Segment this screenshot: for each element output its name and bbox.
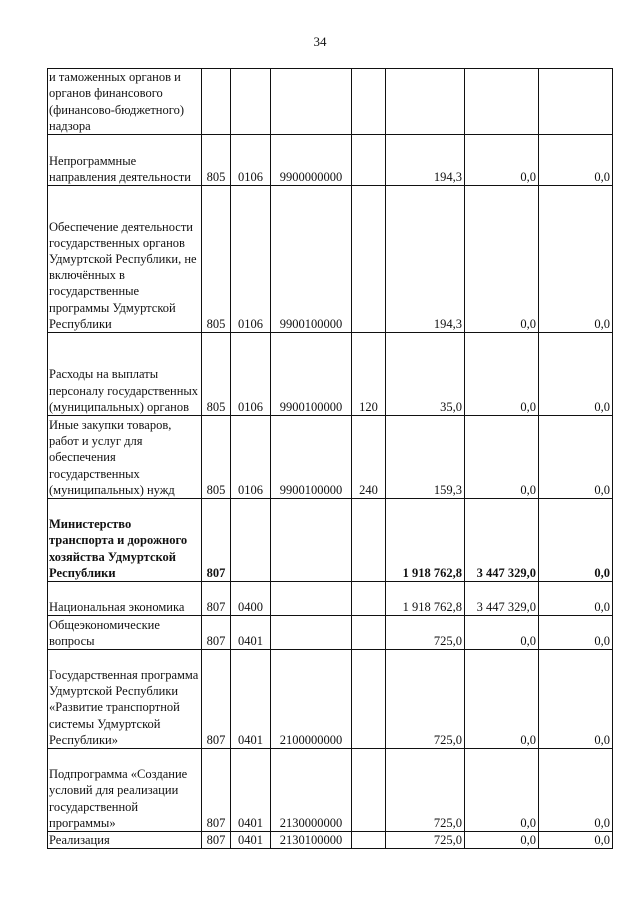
- amount-year3-cell: 0,0: [539, 416, 613, 499]
- section-code-cell: 0106: [231, 333, 271, 416]
- expense-type-cell: [352, 582, 386, 616]
- table-row: [48, 135, 613, 186]
- item-name-cell: и таможенных органов и органов финансового (финансово-бюджетного) надзора: [48, 69, 202, 135]
- amount-year3-cell: 0,0: [539, 499, 613, 582]
- table-row: [48, 333, 613, 416]
- amount-year2-cell: 3 447 329,0: [465, 499, 539, 582]
- ministry-code-cell: 807: [202, 650, 231, 749]
- expense-type-cell: [352, 832, 386, 849]
- section-code-cell: 0401: [231, 749, 271, 832]
- target-article-cell: 2100000000: [271, 650, 352, 749]
- amount-year3-cell: 0,0: [539, 186, 613, 333]
- amount-year2-cell: 0,0: [465, 135, 539, 186]
- target-article-cell: [271, 69, 352, 135]
- ministry-code-cell: 807: [202, 749, 231, 832]
- amount-year3-cell: [539, 69, 613, 135]
- amount-year1-cell: 1 918 762,8: [386, 499, 465, 582]
- amount-year2-cell: 0,0: [465, 749, 539, 832]
- ministry-code-cell: 805: [202, 186, 231, 333]
- amount-year1-cell: 725,0: [386, 749, 465, 832]
- amount-year2-cell: 0,0: [465, 616, 539, 650]
- target-article-cell: [271, 582, 352, 616]
- expense-type-cell: 120: [352, 333, 386, 416]
- amount-year2-cell: 0,0: [465, 650, 539, 749]
- ministry-code-cell: 805: [202, 135, 231, 186]
- item-name-cell: Обеспечение деятельности государственных органов Удмуртской Республики, не включённых в государственные программы Удмуртской Республики: [48, 186, 202, 333]
- amount-year3-cell: 0,0: [539, 333, 613, 416]
- amount-year3-cell: 0,0: [539, 650, 613, 749]
- amount-year2-cell: [465, 69, 539, 135]
- target-article-cell: 2130100000: [271, 832, 352, 849]
- amount-year1-cell: 725,0: [386, 650, 465, 749]
- item-name-cell: Министерство транспорта и дорожного хозяйства Удмуртской Республики: [48, 499, 202, 582]
- expense-type-cell: [352, 749, 386, 832]
- section-code-cell: 0400: [231, 582, 271, 616]
- item-name-cell: Непрограммные направления деятельности: [48, 135, 202, 186]
- table-row: [48, 69, 613, 135]
- table-row: [48, 582, 613, 616]
- item-name-cell: Расходы на выплаты персоналу государственных (муниципальных) органов: [48, 333, 202, 416]
- item-name-cell: Общеэкономические вопросы: [48, 616, 202, 650]
- table-row: [48, 832, 613, 849]
- section-code-cell: 0401: [231, 616, 271, 650]
- expense-type-cell: [352, 650, 386, 749]
- amount-year1-cell: 725,0: [386, 616, 465, 650]
- amount-year3-cell: 0,0: [539, 749, 613, 832]
- expense-type-cell: [352, 135, 386, 186]
- amount-year2-cell: 0,0: [465, 416, 539, 499]
- table-row: [48, 749, 613, 832]
- amount-year2-cell: 3 447 329,0: [465, 582, 539, 616]
- section-code-cell: 0106: [231, 416, 271, 499]
- item-name-cell: Иные закупки товаров, работ и услуг для обеспечения государственных (муниципальных) нужд: [48, 416, 202, 499]
- table-row: [48, 416, 613, 499]
- section-code-cell: 0106: [231, 135, 271, 186]
- target-article-cell: [271, 499, 352, 582]
- expense-type-cell: [352, 69, 386, 135]
- amount-year1-cell: 194,3: [386, 186, 465, 333]
- amount-year1-cell: 725,0: [386, 832, 465, 849]
- amount-year3-cell: 0,0: [539, 582, 613, 616]
- ministry-code-cell: 807: [202, 582, 231, 616]
- section-code-cell: 0401: [231, 650, 271, 749]
- ministry-code-cell: 805: [202, 333, 231, 416]
- item-name-cell: Реализация: [48, 832, 202, 849]
- page-number: 34: [313, 34, 327, 49]
- expense-type-cell: 240: [352, 416, 386, 499]
- amount-year3-cell: 0,0: [539, 135, 613, 186]
- ministry-code-cell: 807: [202, 499, 231, 582]
- amount-year2-cell: 0,0: [465, 333, 539, 416]
- amount-year1-cell: 1 918 762,8: [386, 582, 465, 616]
- item-name-cell: Подпрограмма «Создание условий для реализации государственной программы»: [48, 749, 202, 832]
- amount-year3-cell: 0,0: [539, 616, 613, 650]
- amount-year3-cell: 0,0: [539, 832, 613, 849]
- ministry-code-cell: 807: [202, 616, 231, 650]
- target-article-cell: [271, 616, 352, 650]
- expense-type-cell: [352, 186, 386, 333]
- ministry-code-cell: [202, 69, 231, 135]
- budget-table: [47, 68, 613, 849]
- ministry-code-cell: 807: [202, 832, 231, 849]
- section-code-cell: 0106: [231, 186, 271, 333]
- item-name-cell: Национальная экономика: [48, 582, 202, 616]
- target-article-cell: 9900100000: [271, 186, 352, 333]
- target-article-cell: 9900100000: [271, 416, 352, 499]
- expense-type-cell: [352, 499, 386, 582]
- target-article-cell: 9900000000: [271, 135, 352, 186]
- item-name-cell: Государственная программа Удмуртской Республики «Развитие транспортной системы Удмуртской Республики»: [48, 650, 202, 749]
- table-row: [48, 186, 613, 333]
- amount-year2-cell: 0,0: [465, 832, 539, 849]
- table-row: [48, 499, 613, 582]
- amount-year1-cell: 35,0: [386, 333, 465, 416]
- table-row: [48, 616, 613, 650]
- amount-year1-cell: 194,3: [386, 135, 465, 186]
- section-code-cell: [231, 69, 271, 135]
- budget-table-body: [48, 69, 613, 849]
- target-article-cell: 2130000000: [271, 749, 352, 832]
- amount-year1-cell: 159,3: [386, 416, 465, 499]
- amount-year1-cell: [386, 69, 465, 135]
- expense-type-cell: [352, 616, 386, 650]
- section-code-cell: [231, 499, 271, 582]
- section-code-cell: 0401: [231, 832, 271, 849]
- table-row: [48, 650, 613, 749]
- amount-year2-cell: 0,0: [465, 186, 539, 333]
- ministry-code-cell: 805: [202, 416, 231, 499]
- target-article-cell: 9900100000: [271, 333, 352, 416]
